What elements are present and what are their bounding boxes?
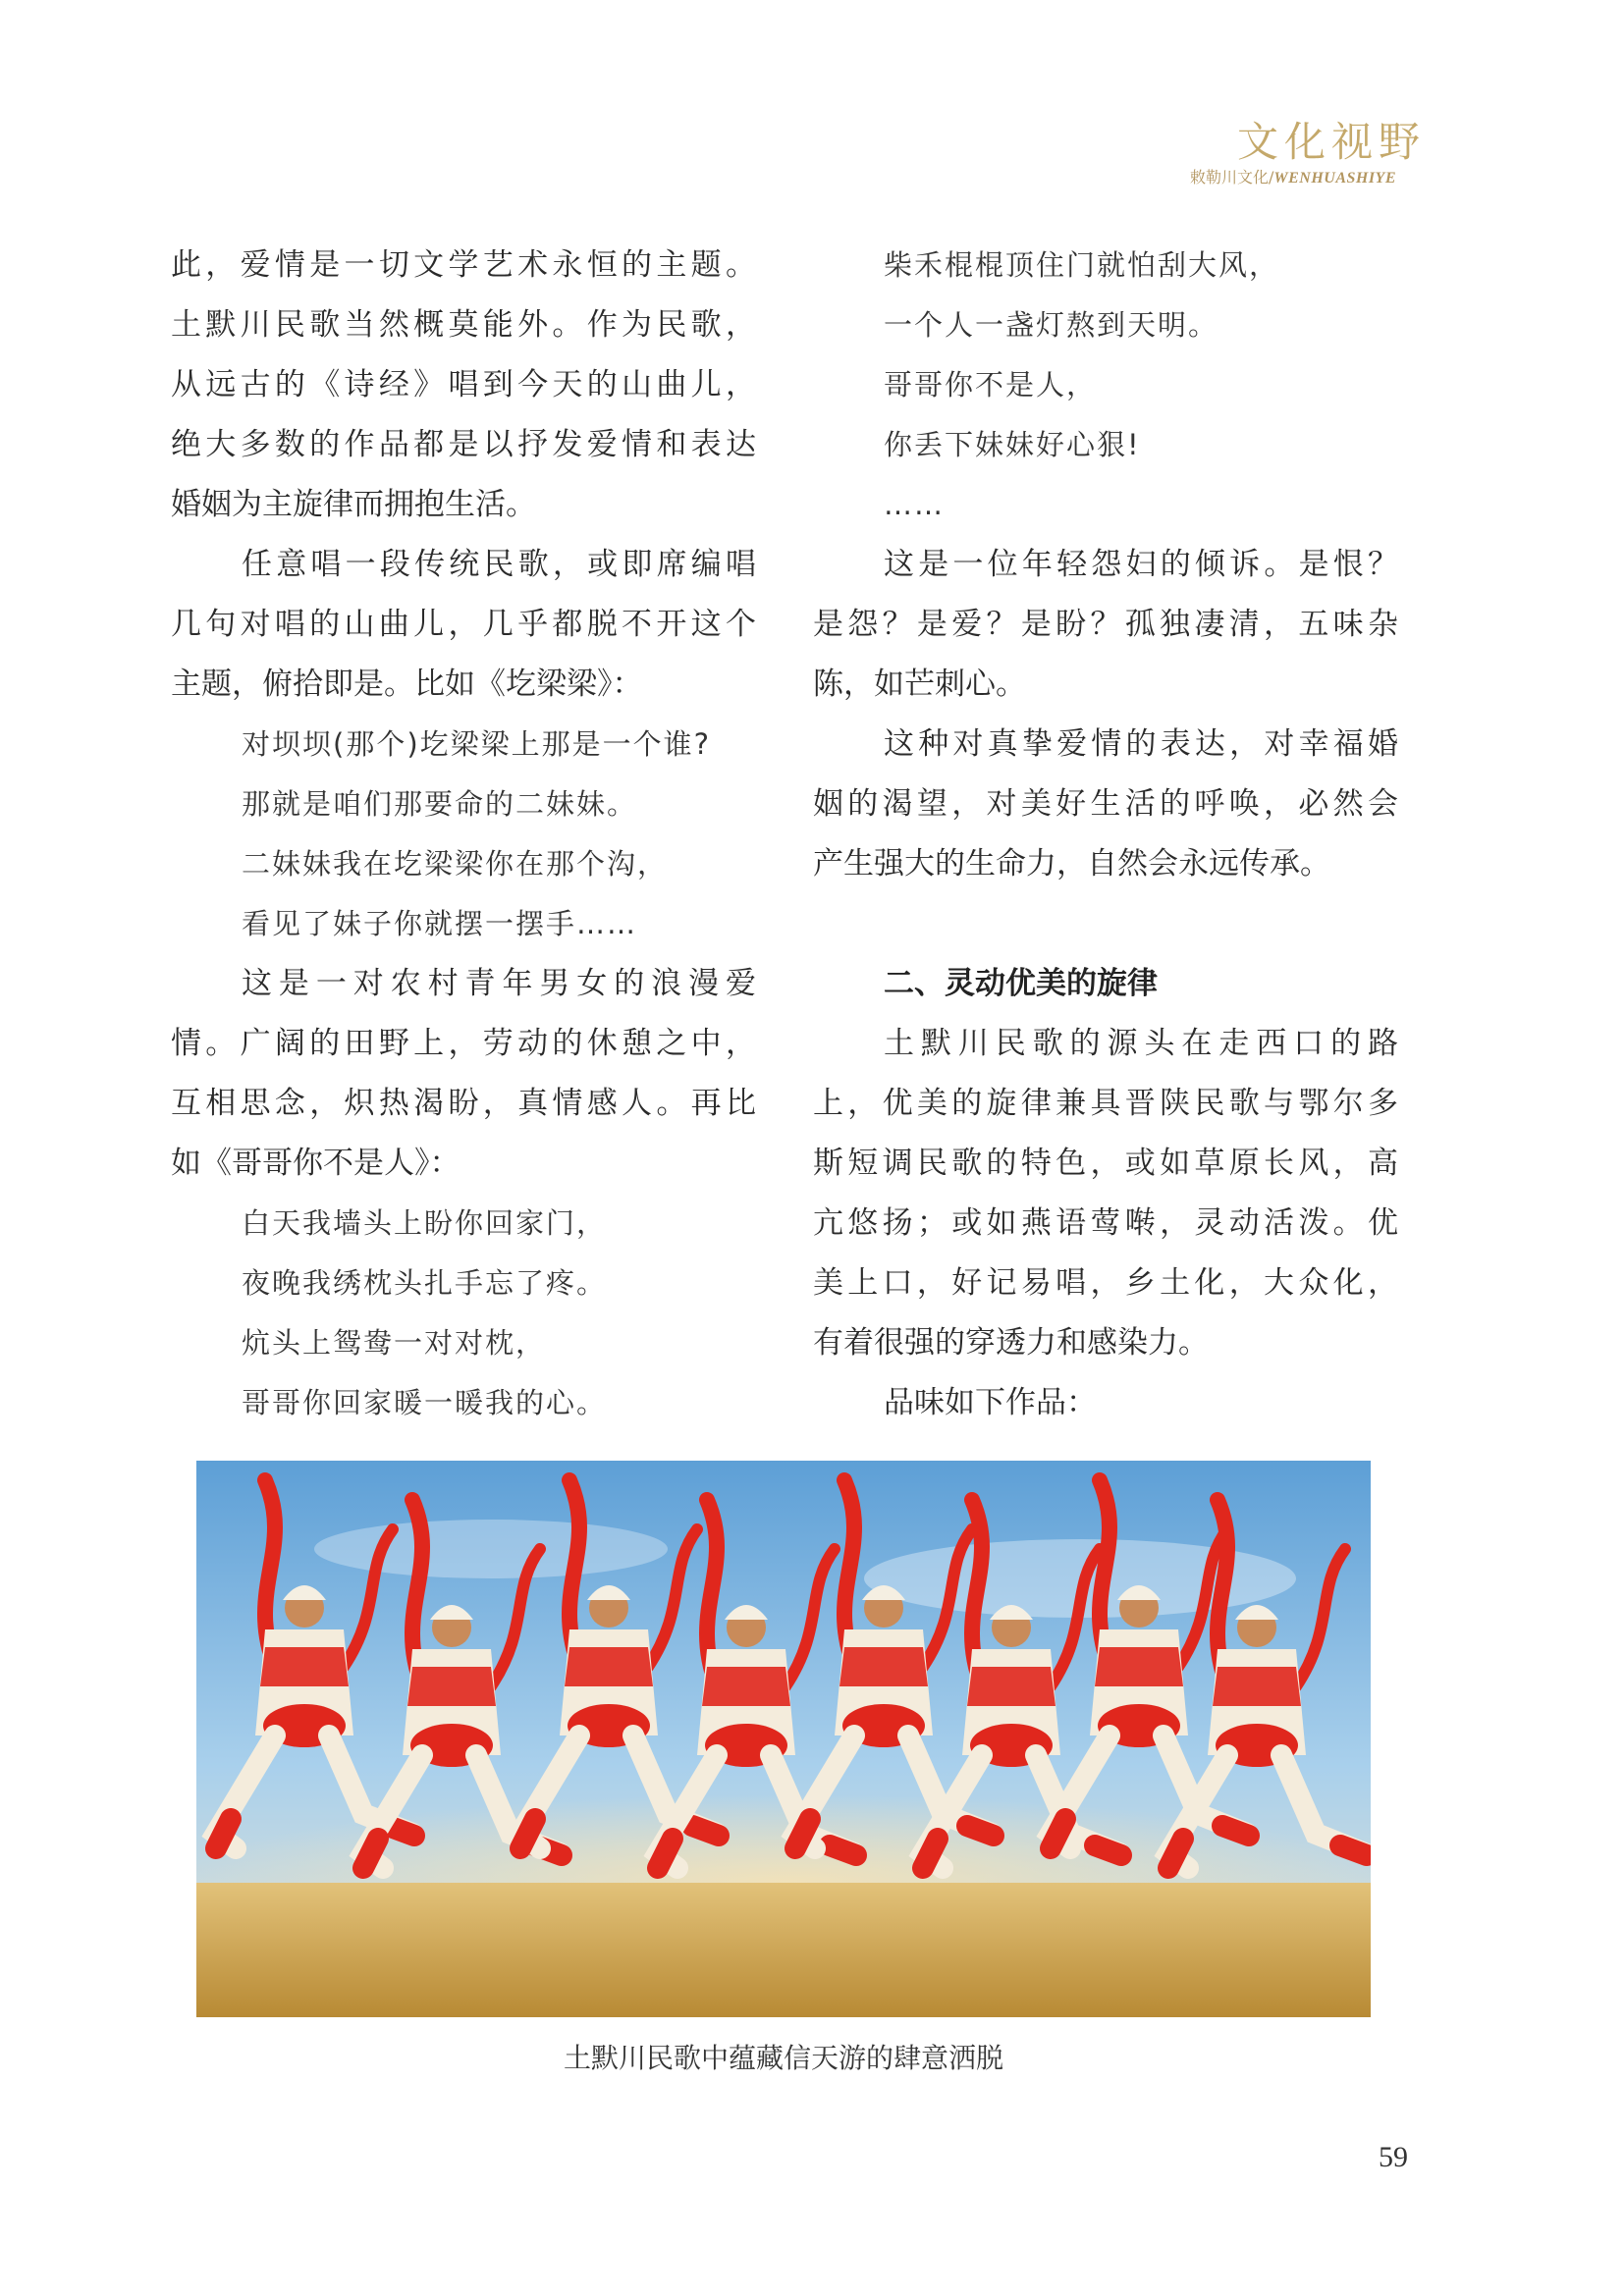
paragraph-line: 如《哥哥你不是人》： [171,1146,460,1181]
paragraph-line: 互相思念，炽热渴盼，真情感人。再比 [171,1086,756,1121]
poem-line: 哥哥你回家暖一暖我的心。 [242,1386,608,1419]
left-text-column [171,236,756,1433]
poem-line: 对坝坝(那个)圪梁梁上那是一个谁? [242,727,712,761]
paragraph-line: 从远古的《诗经》唱到今天的山曲儿， [171,367,756,402]
paragraph-line: 这种对真挚爱情的表达，对幸福婚 [884,726,1398,762]
paragraph-line: 上，优美的旋律兼具晋陕民歌与鄂尔多 [813,1086,1398,1121]
poem-line: 你丢下妹妹好心狠! [884,428,1141,461]
poem-line: 一个人一盏灯熬到天明。 [884,308,1219,342]
dance-photo-illustration [196,1461,1371,2017]
paragraph-line: 美上口，好记易唱，乡土化，大众化， [813,1265,1398,1301]
paragraph-line: 陈，如芒刺心。 [813,667,1026,702]
subtitle-en: WENHUASHIYE [1273,170,1396,187]
paragraph-line: 土默川民歌当然概莫能外。作为民歌， [171,307,756,343]
poem-line: 白天我墙头上盼你回家门， [242,1206,608,1240]
page-number: 59 [1379,2141,1408,2173]
poem-line: 炕头上鸳鸯一对对枕， [242,1326,547,1360]
section-heading: 二、灵动优美的旋律 [884,966,1158,1001]
poem-line: 二妹妹我在圪梁梁你在那个沟， [242,847,669,881]
section-title: 文化视野 [1236,118,1426,166]
paragraph-line: 绝大多数的作品都是以抒发爱情和表达 [171,427,756,462]
paragraph-line: 情。广阔的田野上，劳动的休憩之中， [171,1026,756,1061]
paragraph-line: 斯短调民歌的特色，或如草原长风，高 [813,1146,1398,1181]
paragraph-line: 几句对唱的山曲儿，几乎都脱不开这个 [171,607,756,642]
paragraph-line: 是怨？是爱？是盼？孤独凄清，五味杂 [813,607,1398,642]
paragraph-line: 这是一对农村青年男女的浪漫爱 [242,966,756,1001]
poem-line: 夜晚我绣枕头扎手忘了疼。 [242,1266,608,1300]
paragraph-line: 婚姻为主旋律而拥抱生活。 [171,487,536,522]
subtitle-cn: 敕勒川文化/ [1189,168,1274,187]
poem-line: …… [884,488,945,521]
figure-caption: 土默川民歌中蕴藏信天游的肆意洒脱 [563,2042,1003,2074]
paragraph-line: 有着很强的穿透力和感染力。 [813,1325,1209,1361]
paragraph-line: 亢悠扬；或如燕语莺啭，灵动活泼。优 [813,1205,1398,1241]
blank-line [813,894,1398,954]
poem-line: 看见了妹子你就摆一摆手…… [242,907,638,940]
poem-line: 柴禾棍棍顶住门就怕刮大风， [884,248,1280,282]
paragraph-line: 此，爱情是一切文学艺术永恒的主题。 [171,247,756,283]
poem-line: 哥哥你不是人， [884,368,1098,401]
paragraph-line: 这是一位年轻怨妇的倾诉。是恨？ [884,547,1398,582]
paragraph-line: 任意唱一段传统民歌，或即席编唱 [242,547,756,582]
paragraph-line: 土默川民歌的源头在走西口的路 [884,1026,1398,1061]
right-text-column [813,236,1398,1433]
dance-photo [196,1461,1371,2017]
paragraph-line: 产生强大的生命力，自然会永远传承。 [813,846,1330,881]
paragraph-line: 姻的渴望，对美好生活的呼唤，必然会 [813,786,1398,822]
poem-line: 那就是咱们那要命的二妹妹。 [242,787,638,821]
section-subtitle [1190,165,1396,187]
paragraph-line: 品味如下作品： [884,1385,1097,1420]
paragraph-line: 主题，俯拾即是。比如《圪梁梁》： [171,667,643,702]
